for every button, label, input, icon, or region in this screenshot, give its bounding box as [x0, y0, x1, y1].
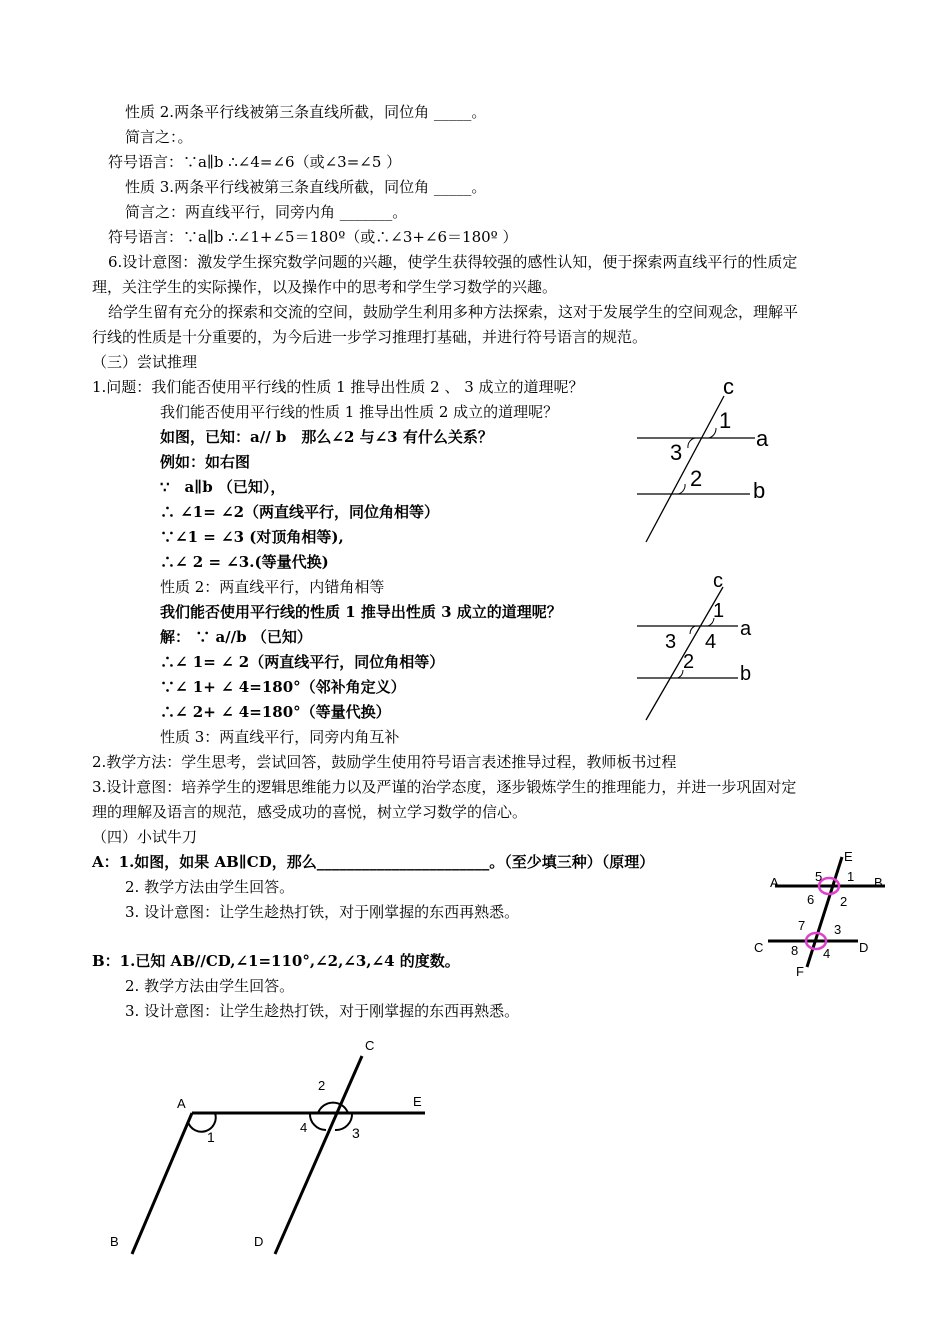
design-intent-6-line4: 行线的性质是十分重要的，为今后进一步学习推理打基础，并进行符号语言的规范。: [92, 328, 648, 346]
property-2-conclusion: 性质 2：两直线平行，内错角相等: [160, 578, 385, 596]
fig4-label-E: E: [413, 1094, 422, 1109]
fig3-label-B: B: [874, 875, 883, 890]
solution-step-1: 解： ∵ a//b （已知）: [160, 628, 312, 646]
figure-angles-AB-CD: [100, 1030, 440, 1260]
fig4-label-1: 1: [207, 1129, 215, 1145]
given-statement: 如图，已知：a// b 那么∠2 与∠3 有什么关系？: [160, 428, 493, 446]
exercise-a-3: 3. 设计意图：让学生趁热打铁，对于刚掌握的东西再熟悉。: [125, 903, 520, 921]
figure-parallel-lines-1: [620, 370, 790, 550]
property-3-symbol: 符号语言：∵a∥b ∴∠1+∠5＝180º（或∴∠3+∠6＝180º ）: [108, 228, 518, 246]
fig1-label-1: 1: [719, 408, 732, 433]
design-intent-6-line1: 6.设计意图：激发学生探究数学问题的兴趣，使学生获得较强的感性认知，便于探索两直线平行的性质定: [108, 253, 798, 271]
proof-step-3: ∵∠1 = ∠3 (对顶角相等),: [160, 528, 344, 546]
solution-step-3: ∵∠ 1+ ∠ 4=180°（邻补角定义）: [160, 678, 406, 696]
fig4-label-A: A: [177, 1096, 186, 1111]
example-label: 例如：如右图: [160, 453, 251, 471]
fig1-label-3: 3: [670, 440, 683, 465]
fig3-label-2: 2: [840, 894, 848, 909]
question-1: 1.问题：我们能否使用平行线的性质 1 推导出性质 2 、 3 成立的道理呢？: [92, 378, 584, 396]
fig3-label-1: 1: [847, 869, 855, 884]
property-2-short: 简言之：。: [125, 128, 193, 146]
fig4-label-D: D: [254, 1234, 264, 1249]
fig4-label-B: B: [110, 1234, 119, 1249]
fig3-label-8: 8: [791, 943, 799, 958]
fig3-label-F: F: [796, 964, 804, 979]
exercise-b-3: 3. 设计意图：让学生趁热打铁，对于刚掌握的东西再熟悉。: [125, 1002, 520, 1020]
fig3-label-D: D: [859, 940, 869, 955]
property-2-symbol: 符号语言：∵a∥b ∴∠4=∠6（或∠3=∠5 ）: [108, 153, 402, 171]
fig3-label-A: A: [770, 875, 779, 890]
exercise-b-1: B：1.已知 AB//CD,∠1=110°,∠2,∠3,∠4 的度数。: [92, 952, 460, 970]
section-4-heading: （四）小试牛刀: [92, 828, 198, 846]
fig3-label-C: C: [754, 940, 764, 955]
fig3-label-6: 6: [807, 892, 815, 907]
fig2-label-4: 4: [705, 631, 717, 653]
fig2-label-2: 2: [683, 651, 695, 673]
fig1-label-c: c: [723, 374, 734, 399]
design-intent-line1: 3.设计意图：培养学生的逻辑思维能力以及严谨的治学态度，逐步锻炼学生的推理能力，并进一步巩固对定: [92, 778, 797, 796]
fig4-label-C: C: [365, 1038, 375, 1053]
fig1-label-a: a: [756, 426, 769, 451]
section-3-heading: （三）尝试推理: [92, 353, 198, 371]
fig2-label-3: 3: [665, 631, 677, 653]
property-3: 性质 3.两条平行线被第三条直线所截，同位角 _____。: [125, 178, 487, 196]
proof-step-4: ∴∠ 2 = ∠3.(等量代换): [160, 553, 329, 571]
exercise-a-1: A：1.如图，如果 AB∥CD，那么_______________________。（至少填三种）（原理）: [92, 853, 655, 871]
fig3-label-4: 4: [823, 946, 831, 961]
fig2-label-c: c: [713, 570, 723, 592]
property-2: 性质 2.两条平行线被第三条直线所截，同位角 _____。: [125, 103, 487, 121]
fig4-label-4: 4: [300, 1120, 308, 1135]
fig2-label-b: b: [740, 663, 752, 685]
solution-step-4: ∴∠ 2+ ∠ 4=180°（等量代换）: [160, 703, 391, 721]
fig2-label-1: 1: [713, 600, 725, 622]
property-3-conclusion: 性质 3：两直线平行，同旁内角互补: [160, 728, 400, 746]
question-1a: 我们能否使用平行线的性质 1 推导出性质 2 成立的道理呢？: [160, 403, 559, 421]
exercise-b-2: 2. 教学方法由学生回答。: [125, 977, 295, 995]
fig3-label-7: 7: [798, 918, 806, 933]
design-intent-line2: 理的理解及语言的规范，感受成功的喜悦，树立学习数学的信心。: [92, 803, 528, 821]
solution-step-2: ∴∠ 1= ∠ 2（两直线平行，同位角相等）: [160, 653, 445, 671]
exercise-a-2: 2. 教学方法由学生回答。: [125, 878, 295, 896]
fig2-label-a: a: [740, 618, 752, 640]
proof-step-1: ∵ a∥b （已知），: [160, 478, 286, 496]
fig4-label-3: 3: [352, 1125, 360, 1141]
design-intent-6-line2: 理，关注学生的实际操作，以及操作中的思考和学生学习数学的兴趣。: [92, 278, 558, 296]
figure-eight-angles: [750, 845, 900, 980]
fig4-label-2: 2: [318, 1078, 326, 1093]
fig3-label-5: 5: [815, 869, 823, 884]
fig1-label-b: b: [753, 478, 766, 503]
fig1-label-2: 2: [690, 466, 703, 491]
fig3-label-E: E: [844, 849, 853, 864]
question-1b: 我们能否使用平行线的性质 1 推导出性质 3 成立的道理呢？: [160, 603, 562, 621]
property-3-short: 简言之：两直线平行，同旁内角 _______。: [125, 203, 408, 221]
figure-parallel-lines-2: [620, 565, 790, 730]
design-intent-6-line3: 给学生留有充分的探索和交流的空间，鼓励学生利用多种方法探索，这对于发展学生的空间观念，理解平: [108, 303, 799, 321]
teaching-method: 2.教学方法：学生思考，尝试回答，鼓励学生使用符号语言表述推导过程，教师板书过程: [92, 753, 677, 771]
fig3-label-3: 3: [834, 922, 842, 937]
proof-step-2: ∴ ∠1= ∠2（两直线平行，同位角相等）: [160, 503, 440, 521]
